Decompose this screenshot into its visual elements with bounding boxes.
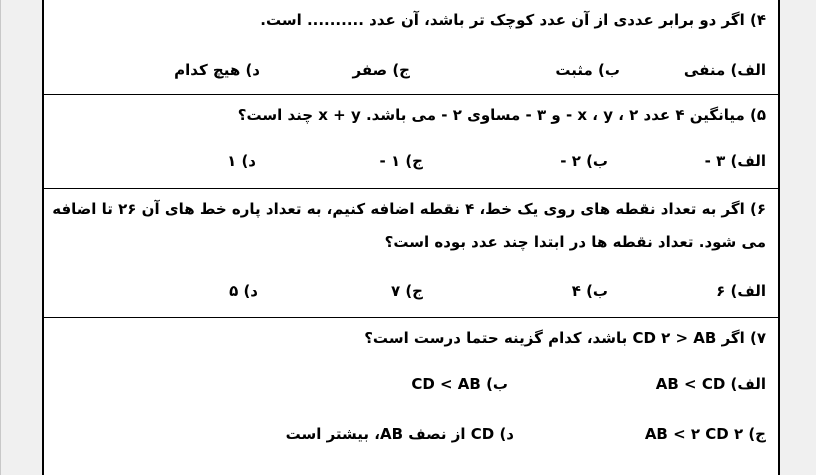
question-6-stem-line-1: ۶) اگر به تعداد نقطه های روی یک خط، ۴ نقطه اضافه کنیم، به تعداد پاره خط های آن ۲۶ تا اضافه (52, 200, 766, 218)
question-7-option-a: الف) AB < CD (655, 375, 766, 393)
question-6-option-b: ب) ۴ (571, 282, 608, 300)
question-7-stem: ۷) اگر CD ۲ > AB باشد، کدام گزینه حتما درست است؟ (364, 329, 766, 347)
left-margin-line (0, 0, 1, 475)
question-4-option-c: ج) صفر (352, 61, 410, 79)
question-5-option-b: ب) ۲ - (560, 152, 608, 170)
question-5-stem: ۵) میانگین ۴ عدد x ، y ، ۲ - و ۳ - مساوی ۲ - می باشد. x + y چند است؟ (237, 106, 766, 124)
question-4-option-a: الف) منفی (683, 61, 766, 79)
question-4-option-d: د) هیچ کدام (174, 61, 260, 79)
question-5-option-d: د) ۱ (227, 152, 256, 170)
question-4 (44, 0, 778, 95)
exam-page (42, 0, 780, 475)
question-6-option-d: د) ۵ (229, 282, 258, 300)
question-6-stem-line-2: می شود. تعداد نقطه ها در ابتدا چند عدد بوده است؟ (384, 233, 766, 251)
question-7 (44, 318, 778, 475)
question-5-option-c: ج) ۱ - (379, 152, 423, 170)
question-7-option-d: د) CD از نصف AB، بیشتر است (285, 425, 514, 443)
question-7-option-c: ج) ۲ AB < ۲ CD (644, 425, 766, 443)
question-6 (44, 189, 778, 318)
question-6-option-a: الف) ۶ (716, 282, 766, 300)
question-5-option-a: الف) ۳ - (704, 152, 766, 170)
question-4-stem: ۴) اگر دو برابر عددی از آن عدد کوچک تر باشد، آن عدد .......... است. (260, 11, 766, 29)
question-6-option-c: ج) ۷ (390, 282, 423, 300)
question-5 (44, 95, 778, 189)
question-7-option-b: ب) CD < AB (411, 375, 508, 393)
question-4-option-b: ب) مثبت (555, 61, 620, 79)
